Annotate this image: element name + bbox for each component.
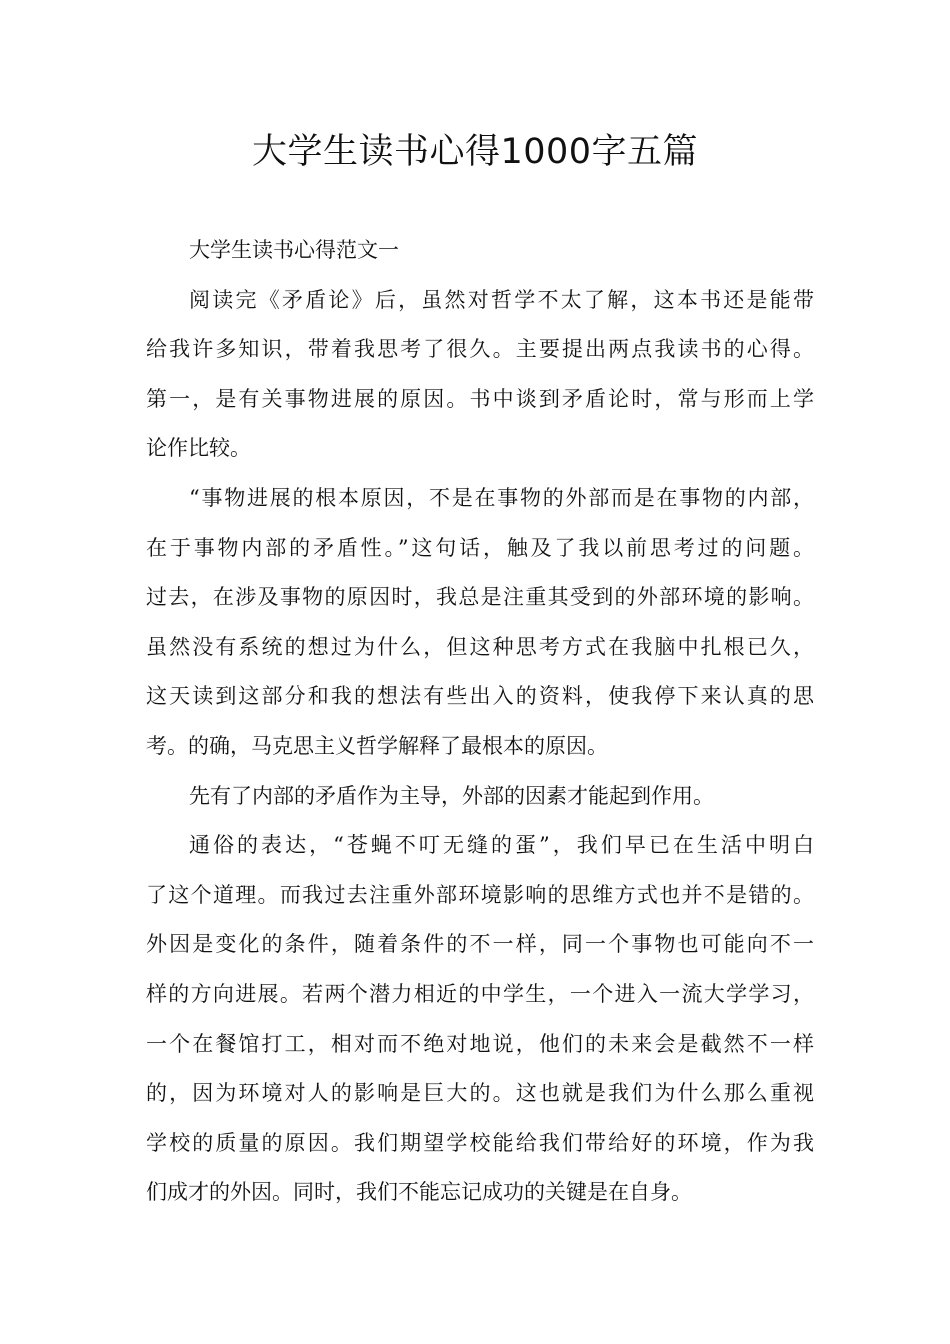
- text-line: 考。的确，马克思主义哲学解释了最根本的原因。: [146, 733, 608, 758]
- text-line: 一个在餐馆打工，相对而不绝对地说，他们的未来会是截然不一样: [146, 1031, 814, 1056]
- text-line: 外因是变化的条件，随着条件的不一样，同一个事物也可能向不一: [146, 932, 814, 957]
- text-line: 这天读到这部分和我的想法有些出入的资料，使我停下来认真的思: [146, 684, 814, 709]
- text-line: 第一，是有关事物进展的原因。书中谈到矛盾论时，常与形而上学: [146, 386, 814, 411]
- text-line: 过去，在涉及事物的原因时，我总是注重其受到的外部环境的影响。: [146, 585, 814, 610]
- text-line: 阅读完《矛盾论》后，虽然对哲学不太了解，这本书还是能带: [189, 287, 814, 312]
- text-line: 样的方向进展。若两个潜力相近的中学生，一个进入一流大学学习，: [146, 981, 814, 1006]
- text-line: “事物进展的根本原因，不是在事物的外部而是在事物的内部，: [189, 485, 814, 510]
- text-line: 先有了内部的矛盾作为主导，外部的因素才能起到作用。: [189, 783, 714, 808]
- document-body: [146, 226, 814, 1218]
- text-line: 论作比较。: [146, 436, 251, 461]
- text-line: 学校的质量的原因。我们期望学校能给我们带给好的环境，作为我: [146, 1130, 814, 1155]
- text-line: 通俗的表达，“苍蝇不叮无缝的蛋”，我们早已在生活中明白: [189, 833, 814, 858]
- document-title: 大学生读书心得1000字五篇: [251, 132, 699, 172]
- text-line: 的，因为环境对人的影响是巨大的。这也就是我们为什么那么重视: [146, 1081, 814, 1106]
- text-line: 大学生读书心得范文一: [189, 238, 399, 262]
- text-line: 了这个道理。而我过去注重外部环境影响的思维方式也并不是错的。: [146, 882, 814, 907]
- text-line: 给我许多知识，带着我思考了很久。主要提出两点我读书的心得。: [146, 337, 814, 362]
- text-line: 虽然没有系统的想过为什么，但这种思考方式在我脑中扎根已久，: [146, 634, 814, 659]
- text-line: 在于事物内部的矛盾性。”这句话，触及了我以前思考过的问题。: [146, 535, 814, 560]
- text-line: 们成才的外因。同时，我们不能忘记成功的关键是在自身。: [146, 1180, 692, 1205]
